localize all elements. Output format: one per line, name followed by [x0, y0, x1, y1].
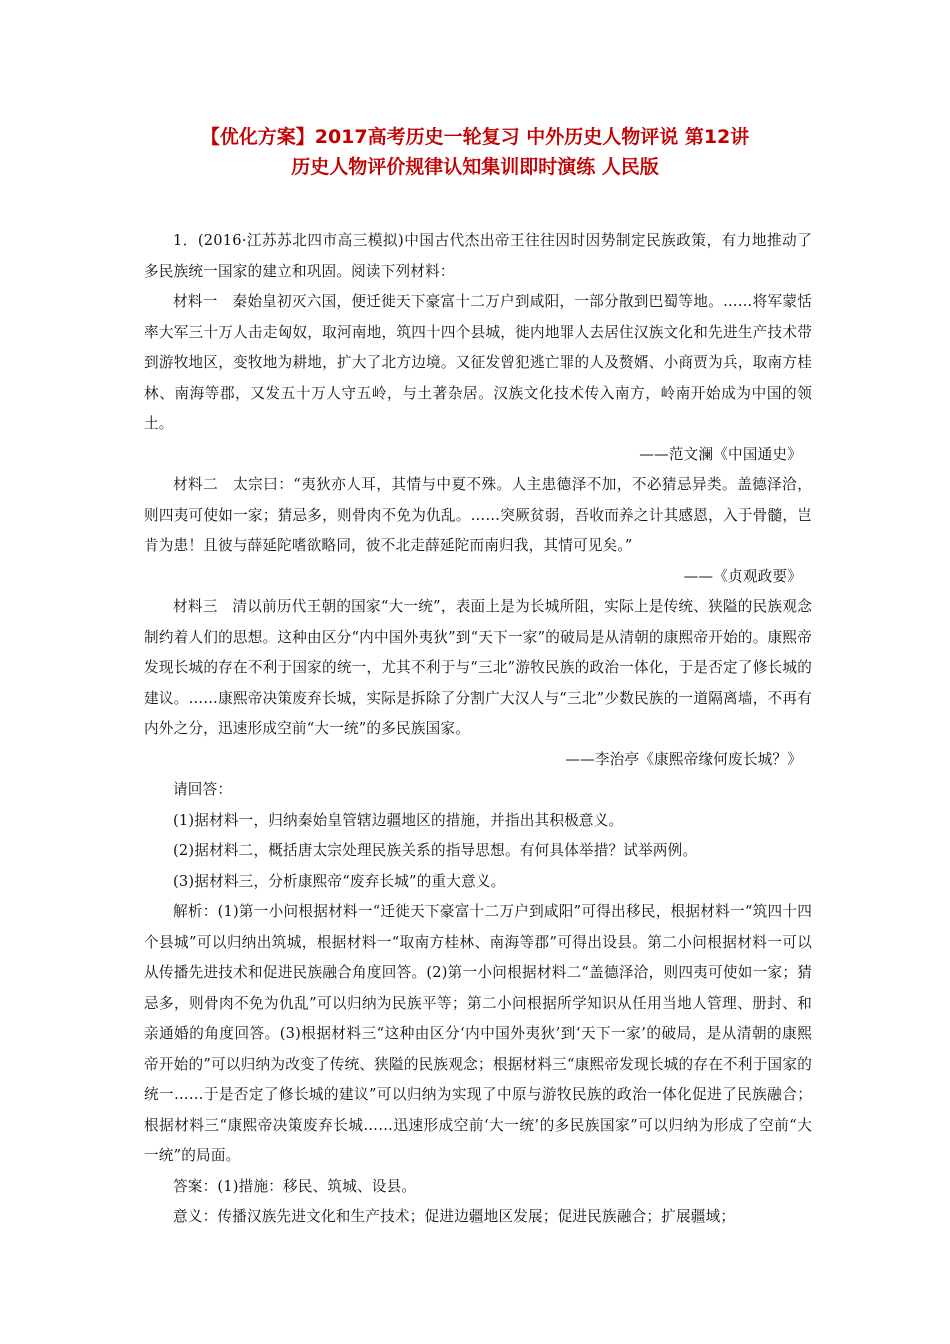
document-title: [90, 122, 860, 182]
title-line-2: 历史人物评价规律认知集训即时演练 人民版: [291, 156, 659, 178]
sub-question-1: (1)据材料一，归纳秦始皇管辖边疆地区的措施，并指出其积极意义。: [173, 811, 624, 829]
answer-line-1: 答案：(1)措施：移民、筑城、设县。: [173, 1177, 417, 1195]
sub-question-2: (2)据材料二，概括唐太宗处理民族关系的指导思想。有何具体举措？试举两例。: [173, 842, 698, 859]
answer-line-2: 意义：传播汉族先进文化和生产技术；促进边疆地区发展；促进民族融合；扩展疆域；: [173, 1208, 736, 1225]
question-intro: 1．(2016·江苏苏北四市高三模拟)中国古代杰出帝王往往因时因势制定民族政策，有力地推动了多民族统一国家的建立和巩固。阅读下列材料：: [144, 232, 812, 280]
material-three: 材料三 清以前历代王朝的国家“大一统”，表面上是为长城所阻，实际上是传统、狭隘的民族观念制约着人们的思想。这种由区分“内中国外夷狄”到“天下一家”的破局是从清朝的康熙帝开始的。康熙帝发现长城的存在不利于国家的统一，尤其不利于与“三北”游牧民族的政治一体化，于是否定了修长城的建议。……康熙帝决策废弃长城，实际是拆除了分割广大汉人与“三北”少数民族的一道隔离墙，不再有内外之分，迅速形成空前“大一统”的多民族国家。: [144, 598, 812, 737]
answer-prompt: 请回答：: [173, 781, 233, 798]
material-one: 材料一 秦始皇初灭六国，便迁徙天下豪富十二万户到咸阳，一部分散到巴蜀等地。……将军蒙恬率大军三十万人击走匈奴，取河南地，筑四十四个县城，徙内地罪人去居住汉族文化和先进生产技术带到游牧地区，变牧地为耕地，扩大了北方边境。又征发曾犯逃亡罪的人及赘婿、小商贾为兵，取南方桂林、南海等郡，又发五十万人守五岭，与土著杂居。汉族文化技术传入南方，岭南开始成为中国的领土。: [144, 293, 812, 432]
material-two-source: ——《贞观政要》: [683, 567, 802, 585]
analysis-paragraph: 解析：(1)第一小问根据材料一“迁徙天下豪富十二万户到咸阳”可得出移民，根据材料一“筑四十四个县城”可以归纳出筑城，根据材料一“取南方桂林、南海等郡”可得出设县。第二小问根据材料一可以从传播先进技术和促进民族融合角度回答。(2)第一小问根据材料二“盖德泽洽，则四夷可使如一家；猜忌多，则骨肉不免为仇乱”可以归纳为民族平等；第二小问根据所学知识从任用当地人管理、册封、和亲通婚的角度回答。(3)根据材料三“这种由区分‘内中国外夷狄’到‘天下一家’的破局，是从清朝的康熙帝开始的”可以归纳为改变了传统、狭隘的民族观念；根据材料三“康熙帝发现长城的存在不利于国家的统一……于是否定了修长城的建议”可以归纳为实现了中原与游牧民族的政治一体化促进了民族融合；根据材料三“康熙帝决策废弃长城……迅速形成空前‘大一统’的多民族国家”可以归纳为形成了空前“大一统”的局面。: [144, 903, 812, 1164]
sub-question-3: (3)据材料三，分析康熙帝“废弃长城”的重大意义。: [173, 872, 506, 890]
material-two: 材料二 太宗曰：“夷狄亦人耳，其情与中夏不殊。人主患德泽不加，不必猜忌异类。盖德泽洽，则四夷可使如一家；猜忌多，则骨肉不免为仇乱。……突厥贫弱，吾收而养之计其感恩，入于骨髓，岂肯为患！且彼与薛延陀嗜欲略同，彼不北走薛延陀而南归我，其情可见矣。”: [144, 476, 812, 554]
document-body: [144, 226, 812, 1233]
material-one-source: ——范文澜《中国通史》: [639, 445, 802, 463]
material-three-source: ——李治亭《康熙帝缘何废长城？》: [565, 750, 802, 768]
title-line-1: 【优化方案】2017高考历史一轮复习 中外历史人物评说 第12讲: [200, 126, 750, 148]
